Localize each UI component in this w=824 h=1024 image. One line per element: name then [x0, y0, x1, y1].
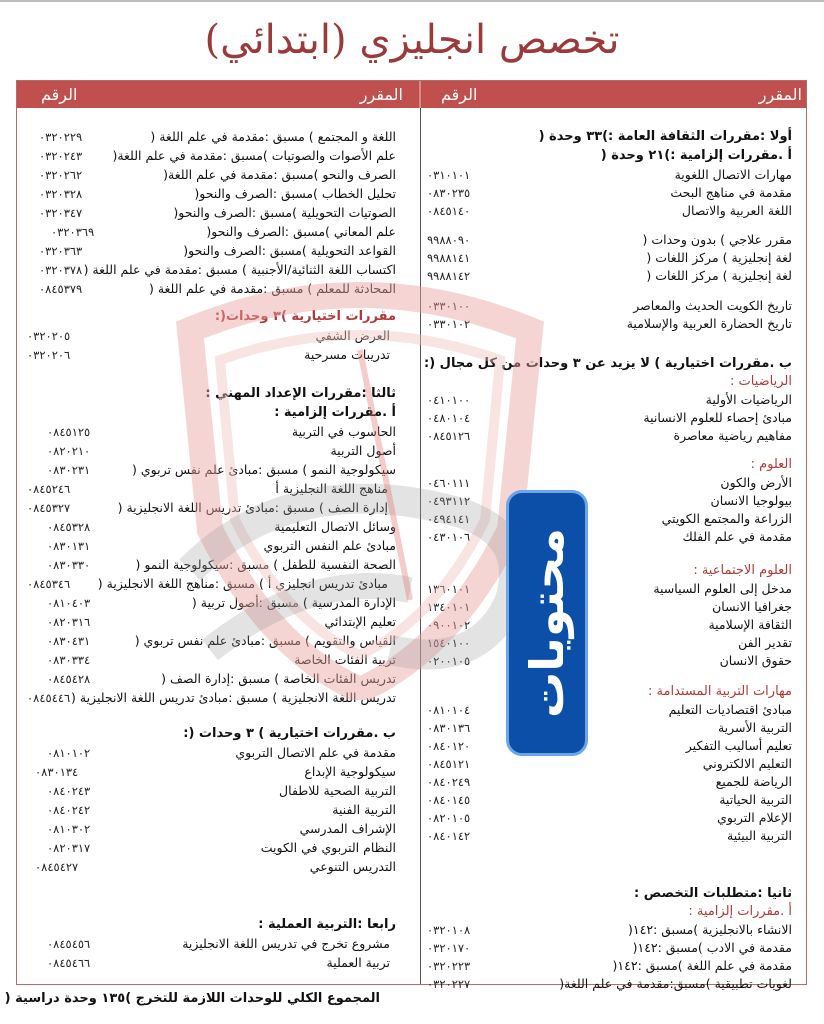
course-row: التربية الفنية ٠٨٤٠٢٤٢ — [47, 802, 396, 817]
course-row: الرياضة للجميع ٠٨٤٠٢٤٩ — [427, 774, 792, 789]
total-units: المجموع الكلي للوحدات اللازمة للتخرج )١٣٥ وحدة دراسية ( — [4, 991, 380, 1006]
category-heading: العلوم : — [750, 457, 792, 472]
course-row: القواعد التحويلية )مسبق :الصرف والنحو( ٠٣٢٠٣٦٣ — [39, 243, 396, 258]
course-row: سيكولوجية الإبداع ٠٨٣٠١٣٤ — [35, 764, 396, 779]
course-row: التربية الحياتية ٠٨٤٠١٤٥ — [427, 792, 792, 807]
course-row: التدريس التنوعي ٠٨٤٥٤٢٧ — [35, 859, 396, 874]
course-row: تاريخ الكويت الحديث والمعاصر ٠٣٣٠١٠٠ — [427, 298, 792, 313]
course-row: مشروع تخرج في تدريس اللغة الانجليزية ٠٨٤٥٤٥٦ — [47, 936, 390, 951]
course-row: مبادئ اقتصاديات التعليم ٠٨١٠١٠٤ — [427, 702, 792, 717]
course-row: الإعلام التربوي ٠٨٢٠١٠٥ — [427, 810, 792, 825]
subsection-heading: ب .مقررات اختيارية ) لا يزيد عن ٣ وحدات من كل مجال (: — [424, 356, 792, 371]
course-row: العرض الشفي ٠٣٢٠٢٠٥ — [27, 328, 390, 343]
subsection-heading: أ .مقررات إلزامية : — [274, 405, 396, 420]
course-row: تقدير الفن ١٥٤٠١٠٠ — [427, 635, 792, 650]
course-row: تاريخ الحضارة العربية والإسلامية ٠٣٣٠١٠٢ — [427, 316, 792, 331]
course-row: اللغة العربية والاتصال ٠٨٤٥١٤٠ — [427, 203, 792, 218]
header-number-label: الرقم — [440, 85, 478, 104]
course-row: مهارات الاتصال اللغوية ٠٣١٠١٠١ — [427, 167, 792, 182]
course-row: الثقافة الإسلامية ٠٩٠٠١٠٢ — [427, 617, 792, 632]
category-heading: مهارات التربية المستدامة : — [648, 684, 792, 699]
section-heading: ثالثا :مقررات الإعداد المهني : — [205, 386, 396, 401]
course-row: مبادئ تدريس انجليزي أ ) مسبق :مناهج اللغة الانجليزية ( ٠٨٤٥٣٤٦ — [27, 576, 388, 591]
section-heading: ثانيا :متطلبات التخصص : — [634, 886, 792, 901]
course-row: تربية الفئات الخاصة ٠٨٣٠٣٣٤ — [47, 652, 396, 667]
course-row: مقدمة في مناهج البحث ٠٨٣٠٢٣٥ — [427, 185, 792, 200]
header-number-label: الرقم — [41, 85, 78, 104]
category-heading: الرياضيات : — [730, 374, 792, 389]
course-row: الحاسوب في التربية ٠٨٤٥١٢٥ — [47, 424, 396, 439]
course-row: الأرض والكون ٠٤٦٠١١١ — [427, 475, 792, 490]
course-row: لغة إنجليزية ) مركز اللغات ( ٩٩٨٨١٤٢ — [427, 268, 792, 283]
left-column — [4, 108, 420, 1006]
section-heading: أولا :مقررات الثقافة العامة :)٣٣ وحدة ( — [538, 129, 792, 144]
section-heading: رابعا :التربية العملية : — [258, 917, 396, 932]
badge-text: محتويات — [520, 527, 574, 719]
course-row: المحادثة للمعلم ) مسبق :مقدمة في علم اللغة ( ٠٨٤٥٣٧٩ — [39, 281, 396, 296]
course-row: التربية البيئية ٠٨٤٠١٤٢ — [427, 828, 792, 843]
header-right-group — [419, 81, 806, 108]
course-row: مدخل إلى العلوم السياسية ١٣٦٠١٠١ — [427, 581, 792, 596]
course-row: لغويات تطبيقية )مسبق:مقدمة في علم اللغة( ٠٣٢٠٢٢٧ — [427, 976, 792, 991]
course-row: مقدمة في الادب )مسبق :١٤٢( ٠٣٢٠١٧٠ — [427, 940, 792, 955]
course-row: تدريبات مسرحية ٠٣٢٠٢٠٦ — [27, 347, 390, 362]
course-row: الزراعة والمجتمع الكويتي ٠٤٩٤١٤١ — [427, 511, 792, 526]
course-row: مقرر علاجي ) بدون وحدات ( ٩٩٨٨٠٩٠ — [427, 232, 792, 247]
header-left-group — [17, 81, 419, 108]
course-row: مقدمة في علم اللغة )مسبق :١٤٢( ٠٣٢٠٢٢٣ — [427, 958, 792, 973]
course-row: التعليم الالكتروني ٠٨٤٥١٢١ — [427, 756, 792, 771]
page-title: تخصص انجليزي (ابتدائي) — [204, 17, 620, 63]
course-row: إدارة الصف ) مسبق :مبادئ تدريس اللغة الانجليزية ( ٠٨٤٥٣٢٧ — [27, 500, 388, 515]
course-row: علم المعاني )مسبق :الصرف والنحو( ٠٣٢٠٣٦٩ — [51, 224, 396, 239]
course-row: الصرف والنحو )مسبق :مقدمة في علم اللغة( ٠٣٢٠٢٦٢ — [39, 167, 396, 182]
course-row: التربية الأسرية ٠٨٣٠١٣٦ — [427, 720, 792, 735]
course-row: جغرافيا الانسان ١٣٤٠١٠١ — [427, 599, 792, 614]
header-course-label: المقرر — [758, 85, 802, 104]
course-row: مناهج اللغة النجليزية أ ٠٨٤٥٢٤٦ — [27, 481, 388, 496]
course-row: تعليم الإبتدائي ٠٨٢٠٣١٦ — [47, 614, 396, 629]
course-row: وسائل الاتصال التعليمية ٠٨٤٥٣٢٨ — [47, 519, 396, 534]
course-row: تدريس الفئات الخاصة ) مسبق :إدارة الصف ( ٠٨٤٥٤٢٨ — [47, 671, 396, 686]
course-row: سيكولوجية النمو ) مسبق :مبادئ علم نفس تربوي ( ٠٨٣٠٢٣١ — [47, 462, 396, 477]
course-row: مقدمة في علم الاتصال التربوي ٠٨١٠١٠٢ — [47, 745, 396, 760]
course-row: علم الأصوات والصوتيات )مسبق :مقدمة في علم اللغة( ٠٣٢٠٢٤٣ — [39, 148, 396, 163]
course-row: مبادئ علم النفس التربوي ٠٨٣٠١٣١ — [47, 538, 396, 553]
course-row: بيولوجيا الانسان ٠٤٩٣١١٢ — [427, 493, 792, 508]
course-row: القياس والتقويم ) مسبق :مبادئ علم نفس تربوي ( ٠٨٣٠٤٣١ — [47, 633, 396, 648]
course-table — [4, 80, 807, 1006]
course-row: الانشاء بالانجليزية )مسبق :١٤٢( ٠٣٢٠١٠٨ — [427, 922, 792, 937]
subsection-heading: أ .مقررات إلزامية :)٢١ وحدة ( — [600, 148, 792, 163]
course-row: الصوتيات التحويلية )مسبق :الصرف والنحو( ٠٣٢٠٣٤٧ — [39, 205, 396, 220]
course-row: اكتساب اللغة الثنائية/الأجنبية ) مسبق :مقدمة في علم اللغة ( ٠٣٢٠٣٧٨ — [39, 262, 396, 277]
course-row: مقدمة في علم الفلك ٠٤٣٠١٠٦ — [427, 529, 792, 544]
course-row: الإدارة المدرسية ) مسبق :أصول تربية ( ٠٨١٠٤٠٣ — [47, 595, 396, 610]
course-row: أصول التربية ٠٨٢٠٢١٠ — [47, 443, 396, 458]
course-row: الصحة النفسية للطفل ) مسبق :سيكولوجية النمو ( ٠٨٣٠٣٣٠ — [47, 557, 396, 572]
right-column — [421, 108, 806, 991]
course-row: تعليم أساليب التفكير ٠٨٤٠١٢٠ — [427, 738, 792, 753]
course-row: الرياضيات الأولية ٠٤١٠١٠٠ — [427, 392, 792, 407]
course-row: مبادئ إحصاء للعلوم الانسانية ٠٤٨٠١٠٤ — [427, 410, 792, 425]
subsection-heading: مقررات اختيارية )٣ وحدات(: — [214, 309, 396, 324]
site-logo-badge — [506, 490, 588, 756]
course-row: حقوق الانسان ٠٢٠٠١٠٥ — [427, 653, 792, 668]
subsection-heading: أ .مقررات إلزامية : — [688, 904, 792, 919]
course-row: مفاهيم رياضية معاصرة ٠٨٤٥١٢٦ — [427, 428, 792, 443]
header-course-label: المقرر — [359, 85, 403, 104]
table-header — [17, 81, 806, 108]
course-row: النظام التربوي في الكويت ٠٨٢٠٣١٧ — [47, 840, 396, 855]
course-row: تربية العملية ٠٨٤٥٤٦٦ — [47, 955, 390, 970]
course-row: اللغة و المجتمع ) مسبق :مقدمة في علم اللغة ( ٠٣٢٠٢٢٩ — [39, 129, 396, 144]
course-row: تدريس اللغة الانجليزية ) مسبق :مبادئ تدريس اللغة الانجليزية ( ٠٨٤٥٤٤٦ — [27, 690, 396, 705]
top-divider — [0, 0, 824, 2]
subsection-heading: ب .مقررات اختيارية ) ٣ وحدات (: — [183, 726, 396, 741]
course-row: لغة إنجليزية ) مركز اللغات ( ٩٩٨٨١٤١ — [427, 250, 792, 265]
course-row: الإشراف المدرسي ٠٨١٠٣٠٢ — [47, 821, 396, 836]
category-heading: العلوم الاجتماعية : — [693, 563, 792, 578]
course-row: تحليل الخطاب )مسبق :الصرف والنحو( ٠٣٢٠٣٢٨ — [39, 186, 396, 201]
course-row: التربية الصحية للاطفال ٠٨٤٠٢٤٣ — [47, 783, 396, 798]
